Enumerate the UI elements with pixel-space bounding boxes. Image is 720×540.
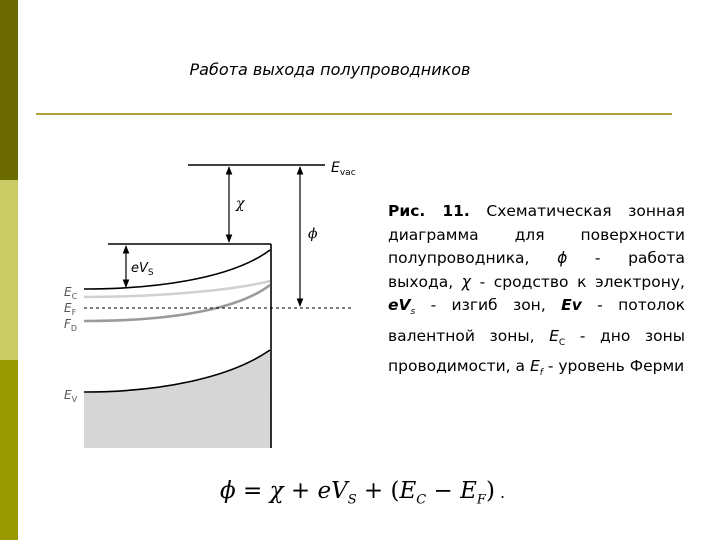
slide-title: Работа выхода полупроводников — [189, 60, 471, 79]
ef-label: $E_F$ — [64, 301, 77, 317]
conduction-band-edge — [84, 250, 270, 289]
phi-label: ϕ — [308, 226, 318, 242]
ec-label: $E_C$ — [64, 285, 78, 301]
chi-label: χ — [236, 196, 245, 212]
evac-label: $E_{vac}$ — [331, 160, 356, 178]
ev-label: $E_V$ — [64, 388, 78, 404]
figure-number: Рис. 11. — [388, 202, 470, 220]
fd-label: $F_D$ — [64, 317, 78, 333]
donor-level-line — [84, 285, 270, 321]
evs-label: $eV_S$ — [131, 261, 154, 278]
figure-caption: Рис. 11. Схематическая зонная диаграмма для поверхности полупроводника, ϕ - работа выхода, χ - сродство к электрону, $eV_s$ - изгиб зон, Ev - потолок валентной зоны, $E_C$ - дно зоны проводимости, а $E_f$ - уровень Ферми — [388, 202, 685, 379]
work-function-formula: $\phi = \chi + eV_S + (E_C - E_F)$ . — [220, 478, 506, 508]
